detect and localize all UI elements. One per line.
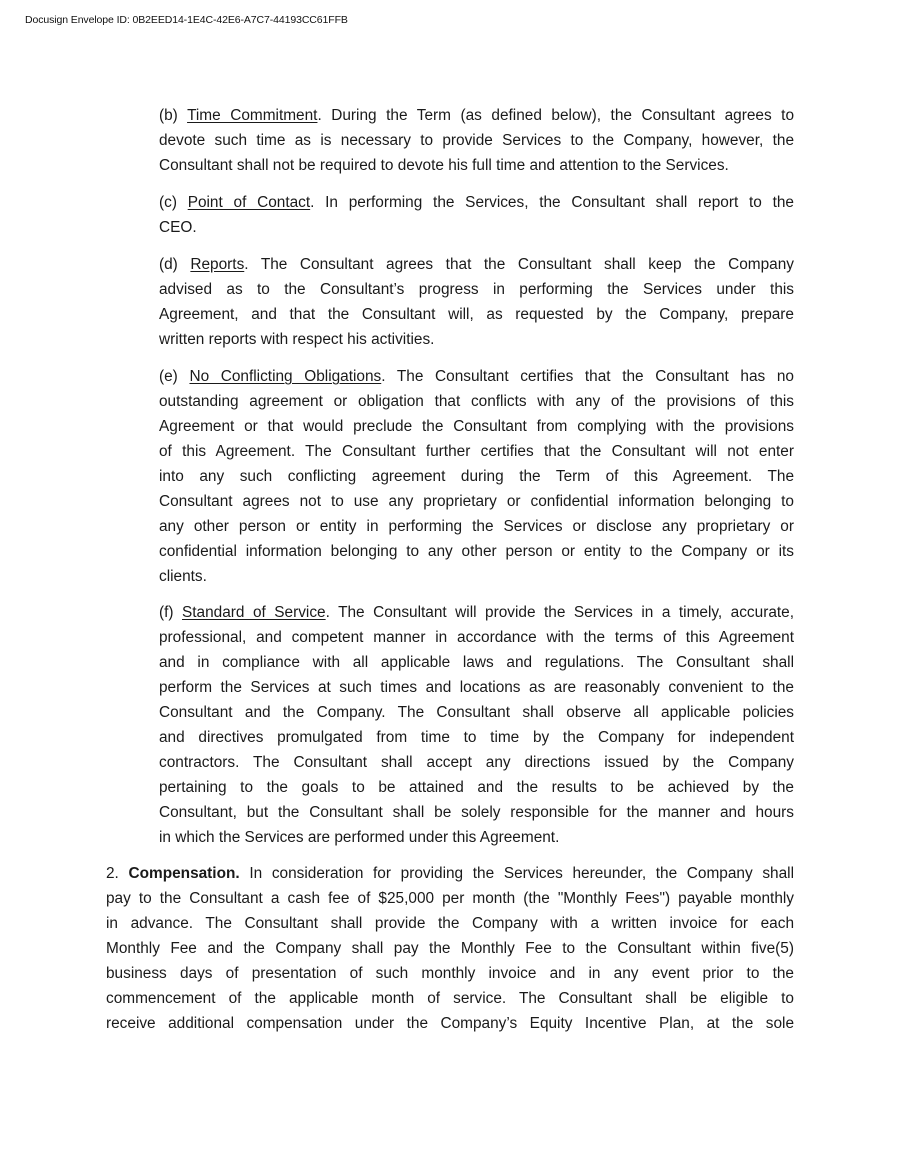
- section-heading: Compensation.: [128, 865, 240, 882]
- section-marker: (d): [159, 256, 191, 273]
- section-line: Agreement or that would preclude the Consultant from complying with the provisions: [159, 418, 794, 435]
- section-text: . The Consultant certifies that the Consultant has no: [381, 368, 794, 385]
- section-line: confidential information belonging to any other person or entity to the Company or its: [159, 543, 794, 560]
- section-line: Agreement, and that the Consultant will, as requested by the Company, prepare: [159, 306, 794, 323]
- section-line: and in compliance with all applicable laws and regulations. The Consultant shall: [159, 654, 794, 671]
- section-line: [159, 603, 794, 623]
- section-line: devote such time as is necessary to provide Services to the Company, however, the: [159, 132, 794, 149]
- section-title: Reports: [190, 256, 245, 273]
- section-line: Consultant, but the Consultant shall be solely responsible for the manner and hours: [159, 804, 794, 821]
- section-title: Point of Contact: [187, 194, 311, 211]
- section-line: any other person or entity in performing the Services or disclose any proprietary or: [159, 518, 794, 535]
- section-number: 2.: [106, 865, 129, 882]
- section-line: Consultant and the Company. The Consultant shall observe all applicable policies: [159, 704, 794, 721]
- section-line: and directives promulgated from time to time by the Company for independent: [159, 729, 794, 746]
- section-marker: (e): [159, 368, 190, 385]
- section-line: of this Agreement. The Consultant further certifies that the Consultant will not enter: [159, 443, 794, 460]
- section-line: perform the Services at such times and locations as are reasonably convenient to the: [159, 679, 794, 696]
- section-marker: (b): [159, 107, 188, 124]
- section-line: outstanding agreement or obligation that conflicts with any of the provisions of this: [159, 393, 794, 410]
- section-line: in advance. The Consultant shall provide the Company with a written invoice for each: [106, 915, 794, 932]
- section-title: Standard of Service: [182, 604, 326, 621]
- section-line: receive additional compensation under the Company’s Equity Incentive Plan, at the sole: [106, 1015, 794, 1032]
- section-line: CEO.: [159, 219, 197, 236]
- section-title: No Conflicting Obligations: [189, 368, 382, 385]
- section-line: written reports with respect his activities.: [159, 331, 435, 348]
- section-line: pay to the Consultant a cash fee of $25,000 per month (the "Monthly Fees") payable monthly: [106, 890, 794, 907]
- section-text: . The Consultant will provide the Services in a timely, accurate,: [325, 604, 794, 621]
- section-text: . The Consultant agrees that the Consultant shall keep the Company: [244, 256, 794, 273]
- section-line: clients.: [159, 568, 207, 585]
- section-line: contractors. The Consultant shall accept any directions issued by the Company: [159, 754, 794, 771]
- section-marker: (f): [159, 604, 183, 621]
- section-line: Consultant agrees not to use any proprietary or confidential information belonging to: [159, 493, 794, 510]
- section-marker: (c): [159, 194, 188, 211]
- section-line: professional, and competent manner in accordance with the terms of this Agreement: [159, 629, 794, 646]
- section-line: into any such conflicting agreement during the Term of this Agreement. The: [159, 468, 794, 485]
- docusign-envelope-id: Docusign Envelope ID: 0B2EED14-1E4C-42E6-A7C7-44193CC61FFB: [25, 14, 348, 26]
- section-line: advised as to the Consultant’s progress in performing the Services under this: [159, 281, 794, 298]
- section-line: [159, 193, 794, 213]
- section-text: . In performing the Services, the Consultant shall report to the: [310, 194, 794, 211]
- section-line: in which the Services are performed under this Agreement.: [159, 829, 560, 846]
- section-line: business days of presentation of such monthly invoice and in any event prior to the: [106, 965, 794, 982]
- section-line: [159, 367, 794, 387]
- section-line: commencement of the applicable month of service. The Consultant shall be eligible to: [106, 990, 794, 1007]
- section-line: Monthly Fee and the Company shall pay the Monthly Fee to the Consultant within five(5): [106, 940, 794, 957]
- section-line: [159, 106, 794, 126]
- section-line: pertaining to the goals to be attained and the results to be achieved by the: [159, 779, 794, 796]
- section-text: . During the Term (as defined below), the Consultant agrees to: [317, 107, 794, 124]
- section-line: Consultant shall not be required to devote his full time and attention to the Services.: [159, 157, 729, 174]
- section-line: [159, 255, 794, 275]
- section-text: In consideration for providing the Services hereunder, the Company shall: [239, 865, 794, 882]
- section-title: Time Commitment: [187, 107, 318, 124]
- section-line: [106, 864, 794, 884]
